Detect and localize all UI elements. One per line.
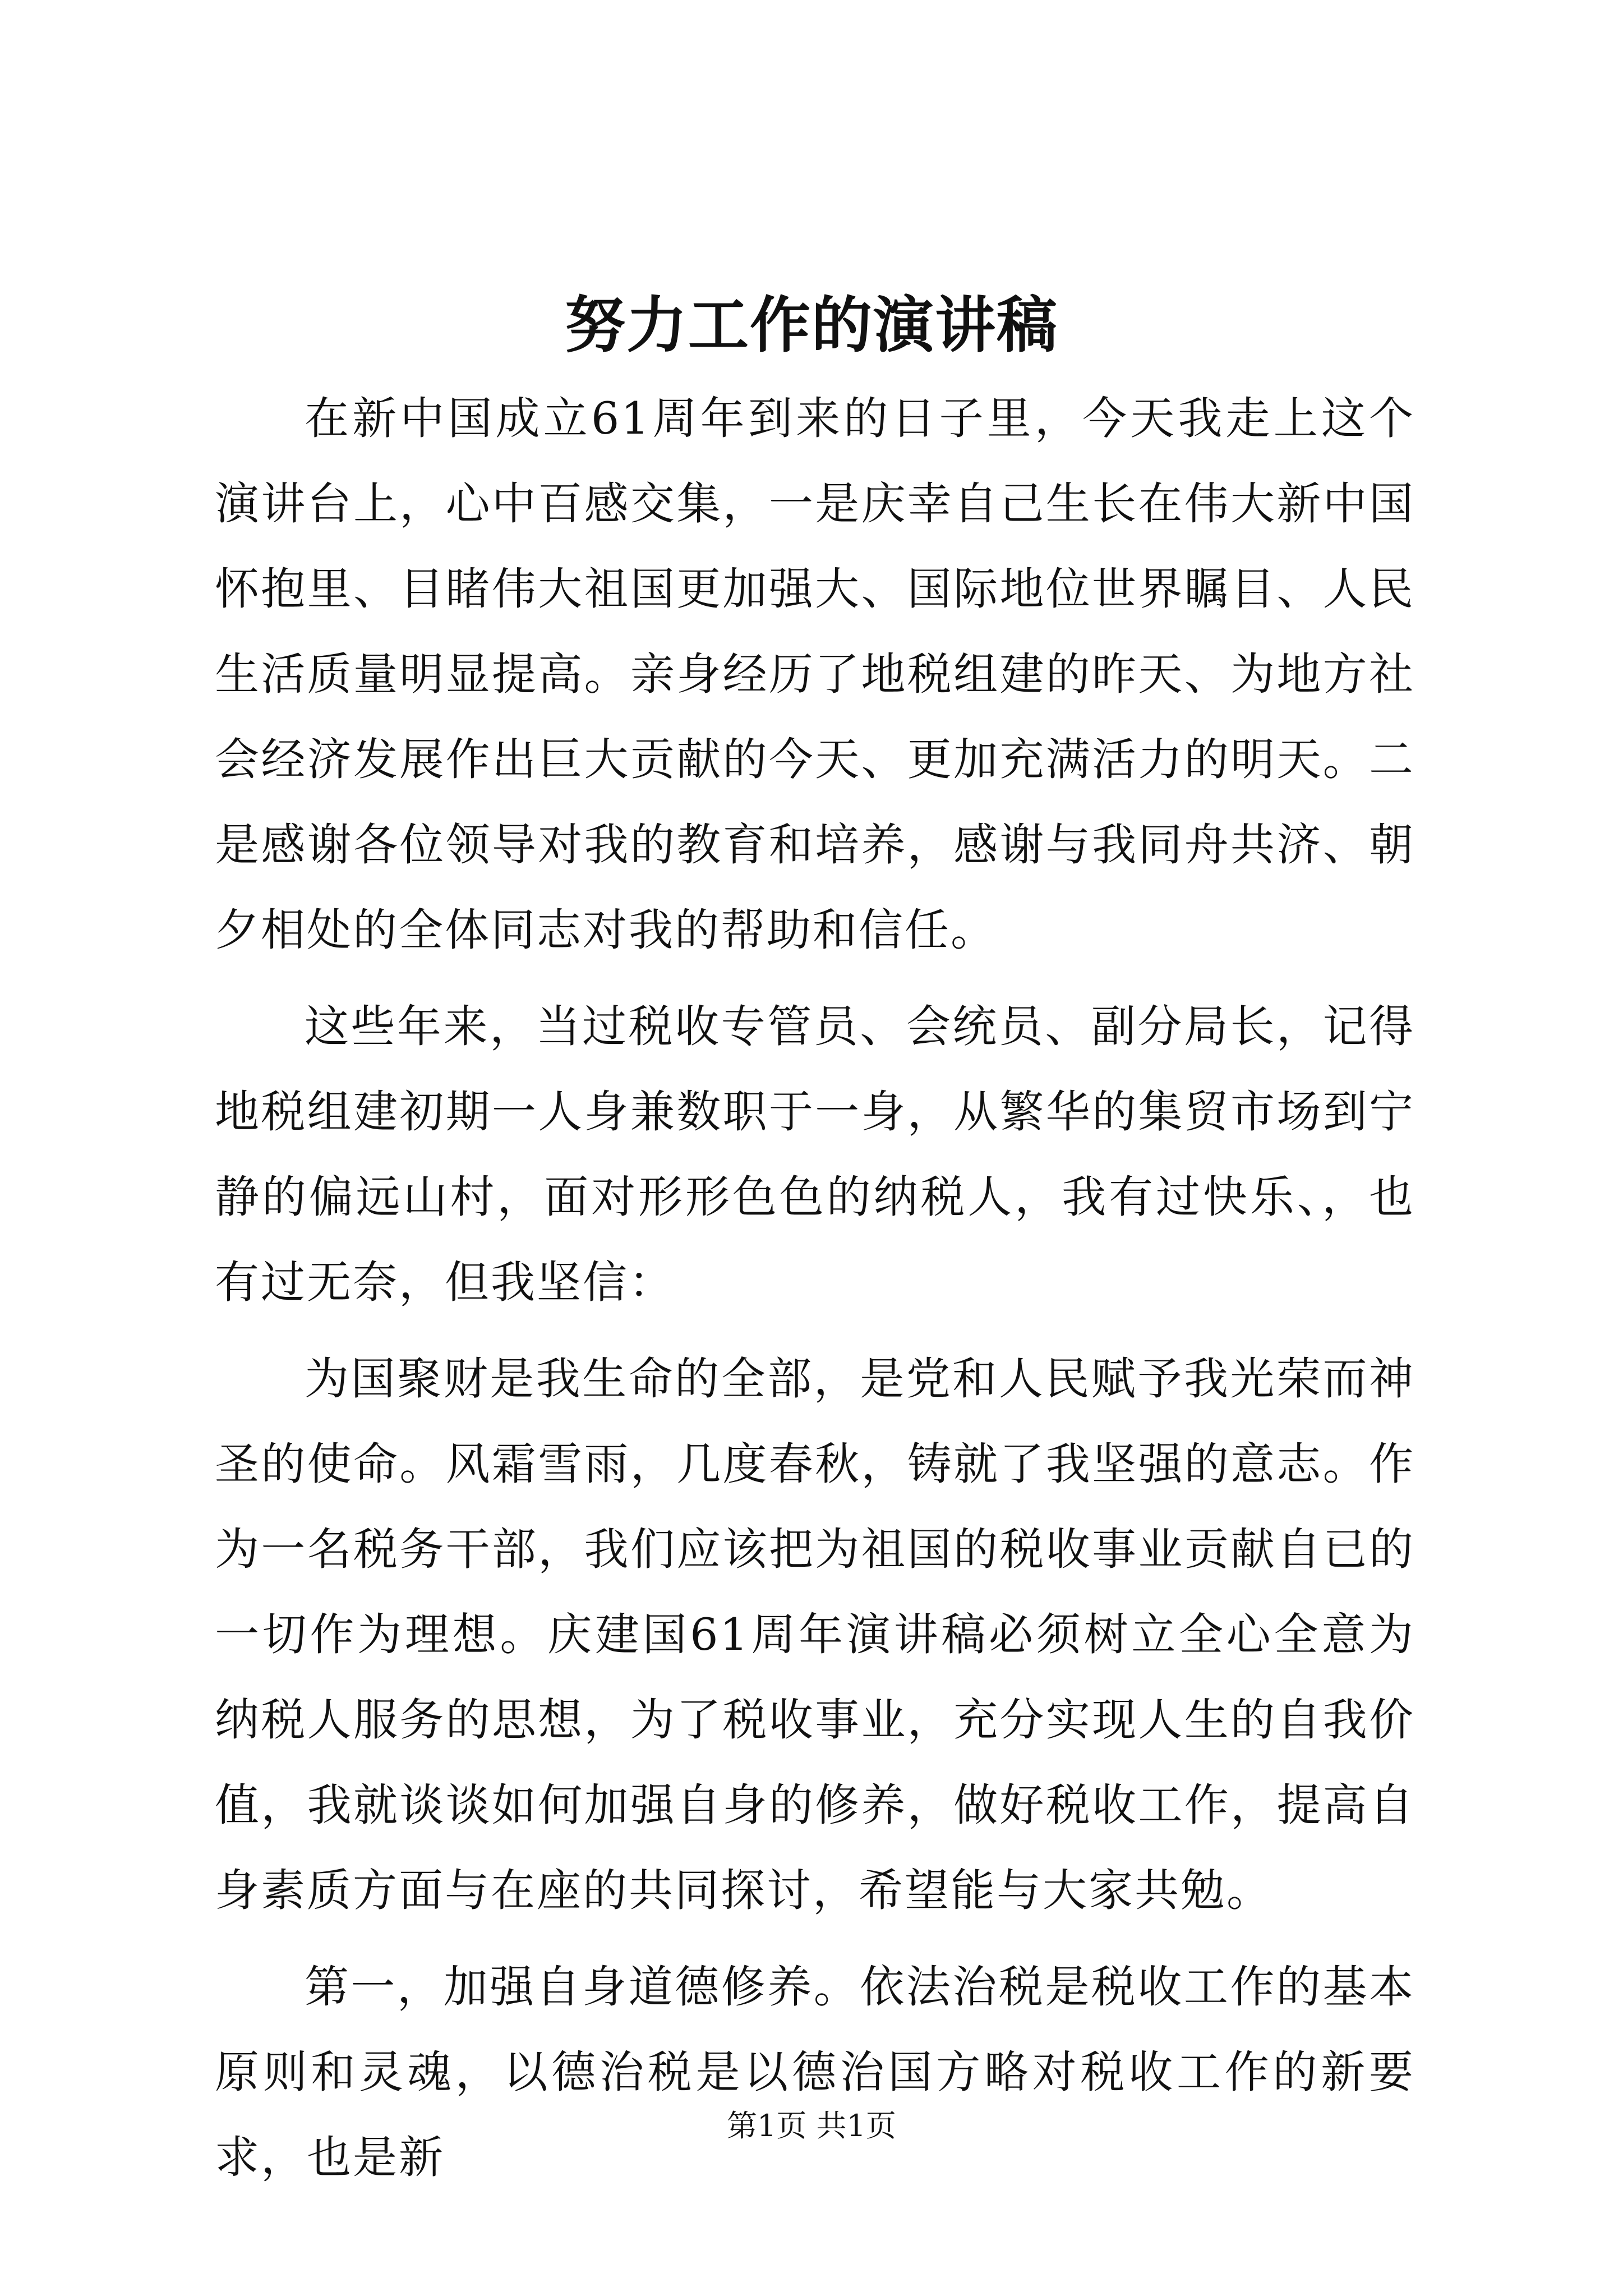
paragraph: 在新中国成立61周年到来的日子里，今天我走上这个演讲台上，心中百感交集，一是庆幸自己生长在伟大新中国怀抱里、目睹伟大祖国更加强大、国际地位世界瞩目、人民生活质量明显提高。亲身经历了地税组建的昨天、为地方社会经济发展作出巨大贡献的今天、更加充满活力的明天。二是感谢各位领导对我的教育和培养，感谢与我同舟共济、朝夕相处的全体同志对我的帮助和信任。 [215, 393, 1415, 956]
paragraph: 这些年来，当过税收专管员、会统员、副分局长，记得地税组建初期一人身兼数职于一身，从繁华的集贸市场到宁静的偏远山村，面对形形色色的纳税人，我有过快乐、，也有过无奈，但我坚信： [215, 1001, 1415, 1308]
paragraph: 为国聚财是我生命的全部，是党和人民赋予我光荣而神圣的使命。风霜雪雨，几度春秋，铸就了我坚强的意志。作为一名税务干部，我们应该把为祖国的税收事业贡献自已的一切作为理想。庆建国61周年演讲稿必须树立全心全意为纳税人服务的思想，为了税收事业，充分实现人生的自我价值，我就谈谈如何加强自身的修养，做好税收工作，提高自身素质方面与在座的共同探讨，希望能与大家共勉。 [215, 1353, 1415, 1916]
paragraph: 第一，加强自身道德修养。依法治税是税收工作的基本原则和灵魂，以德治税是以德治国方略对税收工作的新要求，也是新 [215, 1961, 1415, 2183]
document-body [215, 376, 1415, 2211]
document-title: 努力工作的演讲稿 [564, 290, 1058, 361]
page-footer: 第1页 共1页 [727, 2108, 896, 2143]
